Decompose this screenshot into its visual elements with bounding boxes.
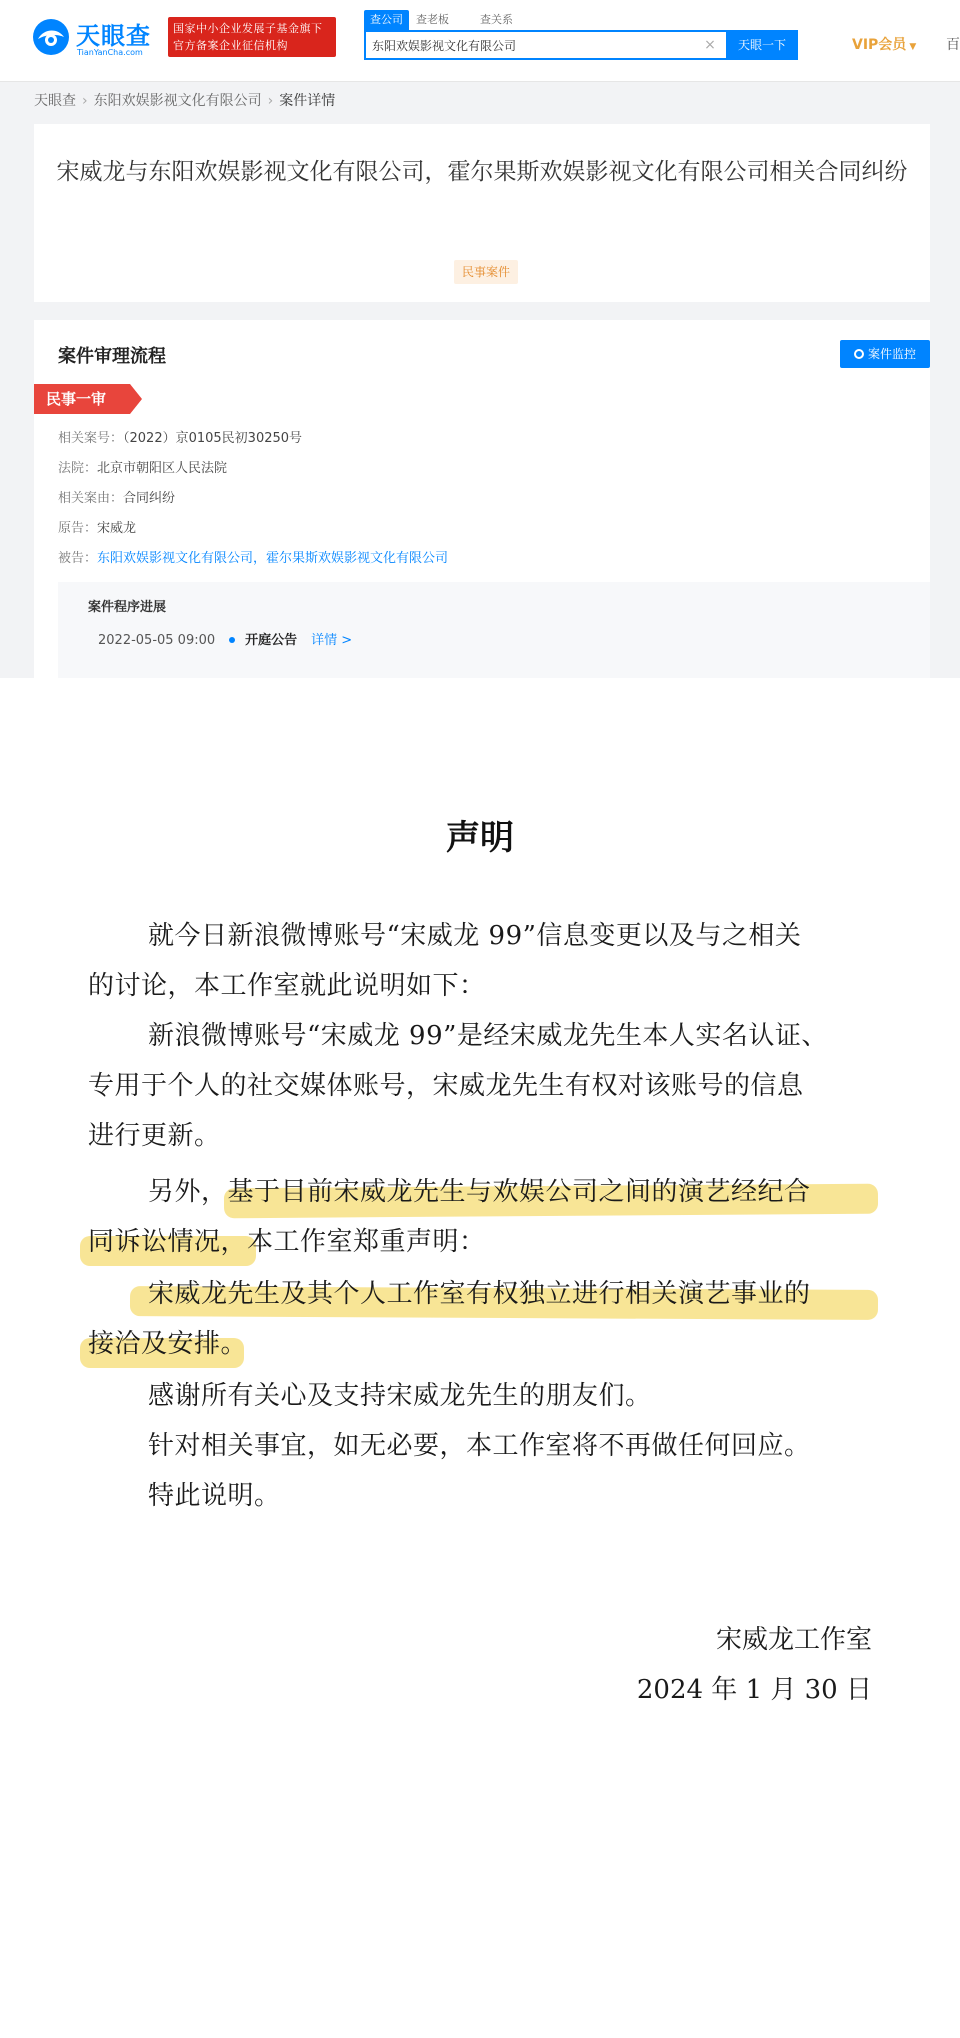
more-link[interactable]: 百 (946, 37, 960, 53)
case-flow-card (34, 320, 930, 678)
promo-banner[interactable] (168, 17, 336, 57)
vip-menu[interactable] (852, 34, 916, 54)
breadcrumb-company[interactable]: 东阳欢娱影视文化有限公司 (93, 93, 262, 109)
chevron-right-icon: › (82, 93, 88, 109)
timeline-dot-icon (229, 637, 235, 643)
top-bar (0, 0, 960, 82)
monitor-label: 案件监控 (867, 347, 916, 361)
statement-line: 宋威龙先生及其个人工作室有权独立进行相关演艺事业的 (148, 1279, 811, 1309)
statement-line: 针对相关事宜，如无必要，本工作室将不再做任何回应。 (148, 1431, 811, 1461)
statement-line: 感谢所有关心及支持宋威龙先生的朋友们。 (148, 1381, 652, 1411)
statement-line: 就今日新浪微博账号“宋威龙 99”信息变更以及与之相关 (148, 921, 802, 951)
search-button[interactable]: 天眼一下 (726, 30, 798, 60)
tab-boss[interactable]: 查老板 (416, 13, 449, 26)
statement-line: 接洽及安排。 (88, 1329, 248, 1359)
info-label: 原告： (58, 521, 98, 536)
info-label: 被告： (58, 551, 98, 566)
statement-line: 专用于个人的社交媒体账号，宋威龙先生有权对该账号的信息 (88, 1071, 804, 1101)
info-label: 法院： (58, 461, 98, 476)
breadcrumb-home[interactable]: 天眼查 (34, 93, 76, 109)
caret-down-icon: ▼ (909, 42, 917, 52)
logo-name: 天眼查 (76, 22, 151, 50)
statement-line: 的讨论，本工作室就此说明如下： (88, 971, 486, 1001)
info-value: （2022）京0105民初30250号 (123, 431, 303, 446)
clear-icon[interactable]: × (704, 37, 716, 53)
location-icon (854, 349, 864, 359)
defendant-link[interactable]: 东阳欢娱影视文化有限公司，霍尔果斯欢娱影视文化有限公司 (97, 551, 449, 566)
progress-box (58, 582, 930, 678)
breadcrumb (34, 90, 335, 112)
case-monitor-button[interactable] (840, 340, 930, 368)
statement-date: 2024 年 1 月 30 日 (636, 1675, 872, 1705)
statement-line: 进行更新。 (88, 1121, 221, 1151)
tab-company[interactable]: 查公司 (364, 10, 409, 30)
statement-line: 另外，基于目前宋威龙先生与欢娱公司之间的演艺经纪合 (148, 1177, 811, 1207)
flow-title: 案件审理流程 (58, 346, 166, 367)
info-value: 合同纠纷 (123, 491, 176, 506)
progress-event: 开庭公告 (245, 633, 298, 648)
statement-line: 新浪微博账号“宋威龙 99”是经宋威龙先生本人实名认证、 (148, 1021, 828, 1051)
info-label: 相关案号： (58, 431, 124, 446)
logo[interactable] (32, 16, 162, 60)
promo-line-1: 国家中小企业发展子基金旗下 (173, 22, 323, 35)
statement-line: 同诉讼情况，本工作室郑重声明： (88, 1227, 486, 1257)
logo-eye-icon (32, 18, 70, 56)
progress-item (98, 630, 352, 652)
logo-domain: TianYanCha.com (77, 48, 143, 57)
progress-title: 案件程序进展 (88, 600, 167, 615)
vip-label: VIP会员 (852, 37, 907, 53)
statement-document (0, 678, 960, 2038)
case-type-badge: 民事案件 (454, 260, 518, 284)
info-cause (58, 488, 175, 510)
tab-relation[interactable]: 查关系 (480, 13, 513, 26)
info-label: 相关案由： (58, 491, 124, 506)
stage-tag: 民事一审 (34, 384, 130, 414)
info-defendant (58, 548, 448, 570)
info-plaintiff (58, 518, 136, 540)
statement-line: 特此说明。 (148, 1481, 281, 1511)
info-case-number (58, 428, 302, 450)
breadcrumb-current: 案件详情 (279, 93, 336, 109)
search-box (364, 30, 796, 60)
case-title-card (34, 124, 930, 302)
search-input[interactable] (372, 32, 712, 58)
statement-title: 声明 (446, 818, 514, 858)
promo-line-2: 官方备案企业征信机构 (173, 39, 288, 52)
case-page-screenshot (0, 0, 960, 678)
progress-date: 2022-05-05 09:00 (98, 633, 216, 648)
info-value: 北京市朝阳区人民法院 (97, 461, 228, 476)
case-title: 宋威龙与东阳欢娱影视文化有限公司，霍尔果斯欢娱影视文化有限公司相关合同纠纷 (56, 159, 908, 185)
info-value: 宋威龙 (97, 521, 137, 536)
info-court (58, 458, 227, 480)
signature: 宋威龙工作室 (715, 1625, 872, 1655)
chevron-right-icon: › (267, 93, 274, 109)
progress-detail-link[interactable]: 详情 > (311, 633, 353, 648)
